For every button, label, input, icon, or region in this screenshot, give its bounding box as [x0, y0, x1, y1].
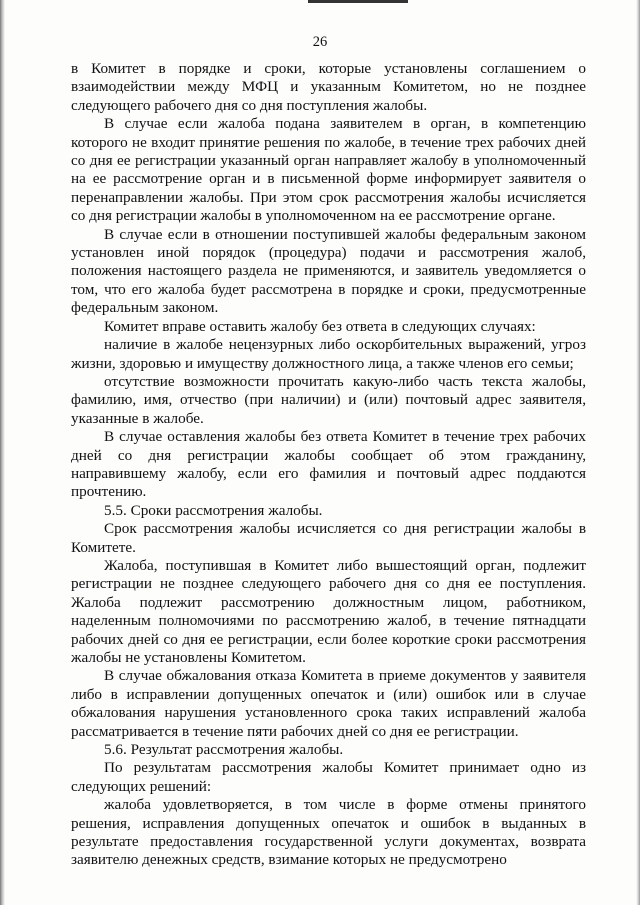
- paragraph: Жалоба, поступившая в Комитет либо вышестоящий орган, подлежит регистрации не позднее следующего рабочего дня со дня ее поступления. Жалоба подлежит рассмотрению должностным лицом, работником, наделенным полномочиями по рассмотрению жалоб, в течение пятнадцати рабочих дней со дня ее регистрации, если более короткие сроки рассмотрения жалобы не установлены Комитетом.: [71, 556, 586, 666]
- section-heading: 5.6. Результат рассмотрения жалобы.: [104, 741, 344, 759]
- document-body: [71, 60, 586, 870]
- paragraph: Комитет вправе оставить жалобу без ответа в следующих случаях:: [104, 317, 536, 335]
- paragraph: По результатам рассмотрения жалобы Комитет принимает одно из следующих решений:: [71, 759, 586, 795]
- paragraph: В случае обжалования отказа Комитета в приеме документов у заявителя либо в исправлении допущенных опечаток и (или) ошибок или в случае обжалования нарушения установленного срока таких исправлений жалоба рассматривается в течение пяти рабочих дней со дня ее регистрации.: [71, 667, 586, 740]
- paragraph: отсутствие возможности прочитать какую-либо часть текста жалобы, фамилию, имя, отчество (при наличии) и (или) почтовый адрес заявителя, указанные в жалобе.: [71, 372, 586, 427]
- section-heading: 5.5. Сроки рассмотрения жалобы.: [104, 501, 323, 519]
- paragraph: жалоба удовлетворяется, в том числе в форме отмены принятого решения, исправления допущенных опечаток и ошибок в выданных в результате предоставления государственной услуги документах, возврата заявителю денежных средств, взимание которых не предусмотрено: [71, 796, 586, 869]
- scan-edge-right: [636, 0, 640, 905]
- paragraph: Срок рассмотрения жалобы исчисляется со дня регистрации жалобы в Комитете.: [71, 520, 586, 556]
- paragraph: В случае если жалоба подана заявителем в орган, в компетенцию которого не входит принятие решения по жалобе, в течение трех рабочих дней со дня ее регистрации указанный орган направляет жалобу в уполномоченный на ее рассмотрение орган и в письменной форме информирует заявителя о перенаправлении жалобы. При этом срок рассмотрения жалобы исчисляется со дня регистрации жалобы в уполномоченном на ее рассмотрение органе.: [71, 115, 586, 225]
- scan-edge-left: [0, 0, 5, 905]
- scan-top-mark: [308, 0, 408, 3]
- paragraph: В случае если в отношении поступившей жалобы федеральным законом установлен иной порядок (процедура) подачи и рассмотрения жалоб, положения настоящего раздела не применяются, и заявитель уведомляется о том, что его жалоба будет рассмотрена в порядке и сроки, предусмотренные федеральным законом.: [71, 225, 586, 317]
- paragraph: в Комитет в порядке и сроки, которые установлены соглашением о взаимодействии между МФЦ и указанным Комитетом, но не позднее следующего рабочего дня со дня поступления жалобы.: [71, 60, 586, 114]
- page-number: 26: [312, 34, 328, 50]
- paragraph: наличие в жалобе нецензурных либо оскорбительных выражений, угроз жизни, здоровью и имуществу должностного лица, а также членов его семьи;: [71, 336, 586, 372]
- paragraph: В случае оставления жалобы без ответа Комитет в течение трех рабочих дней со дня регистрации жалобы сообщает об этом гражданину, направившему жалобу, если его фамилия и почтовый адрес поддаются прочтению.: [71, 428, 586, 501]
